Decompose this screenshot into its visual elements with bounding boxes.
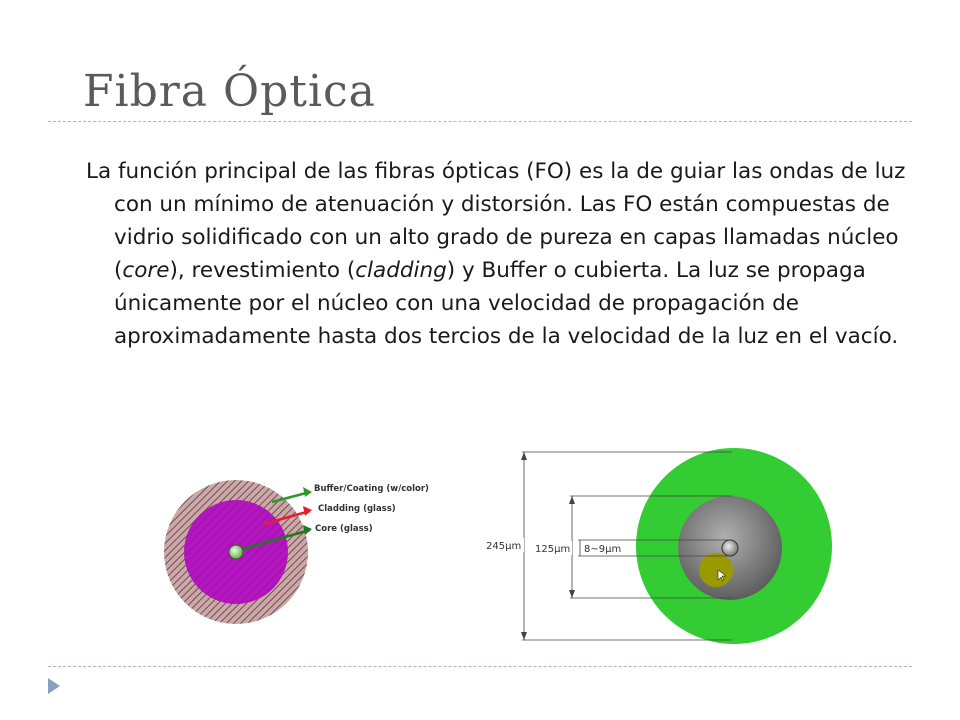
cladding-arrow-bottom [569,590,575,598]
core-label: Core (glass) [315,524,373,534]
light-spot [699,553,733,587]
body-text-run: ) y Buffer o cubierta. La luz se propaga únicamente por el núcleo con una velocidad de propagación de aproximadamente hasta dos tercios de la velocidad de la luz en el vacío. [114,258,899,349]
cladding-arrow-head [303,506,312,516]
body-text-italic: core [122,258,170,283]
core-circle [229,545,243,559]
core-diameter-label: 8~9µm [584,544,622,555]
cladding-arrow-top [569,496,575,504]
cladding-diameter-label: 125µm [535,544,571,555]
outer-diameter-label: 245µm [486,541,522,552]
title-divider [48,121,912,122]
core-small-circle [722,540,738,556]
body-text-run: ), revestimiento ( [169,258,356,283]
footer-divider [48,666,912,667]
body-text-run: La función principal de las fibras ópticas (FO) es la de guiar las ondas de luz con un mínimo de atenuación y distorsión. Las FO están compuestas de vidrio solidificado con un alto grado de pureza en capas llamadas núcleo ( [86,159,906,283]
fiber-layers-diagram [160,470,460,640]
buffer-arrow-head [303,487,312,497]
outer-arrow-bottom [521,632,527,640]
slide-title: Fibra Óptica [83,66,376,117]
body-paragraph [86,155,906,353]
body-text-italic: cladding [355,258,447,283]
triangle-right-icon[interactable] [46,676,62,696]
fiber-dimensions-diagram [482,440,882,650]
buffer-label: Buffer/Coating (w/color) [314,484,429,494]
cladding-label: Cladding (glass) [318,504,396,514]
outer-arrow-top [521,452,527,460]
